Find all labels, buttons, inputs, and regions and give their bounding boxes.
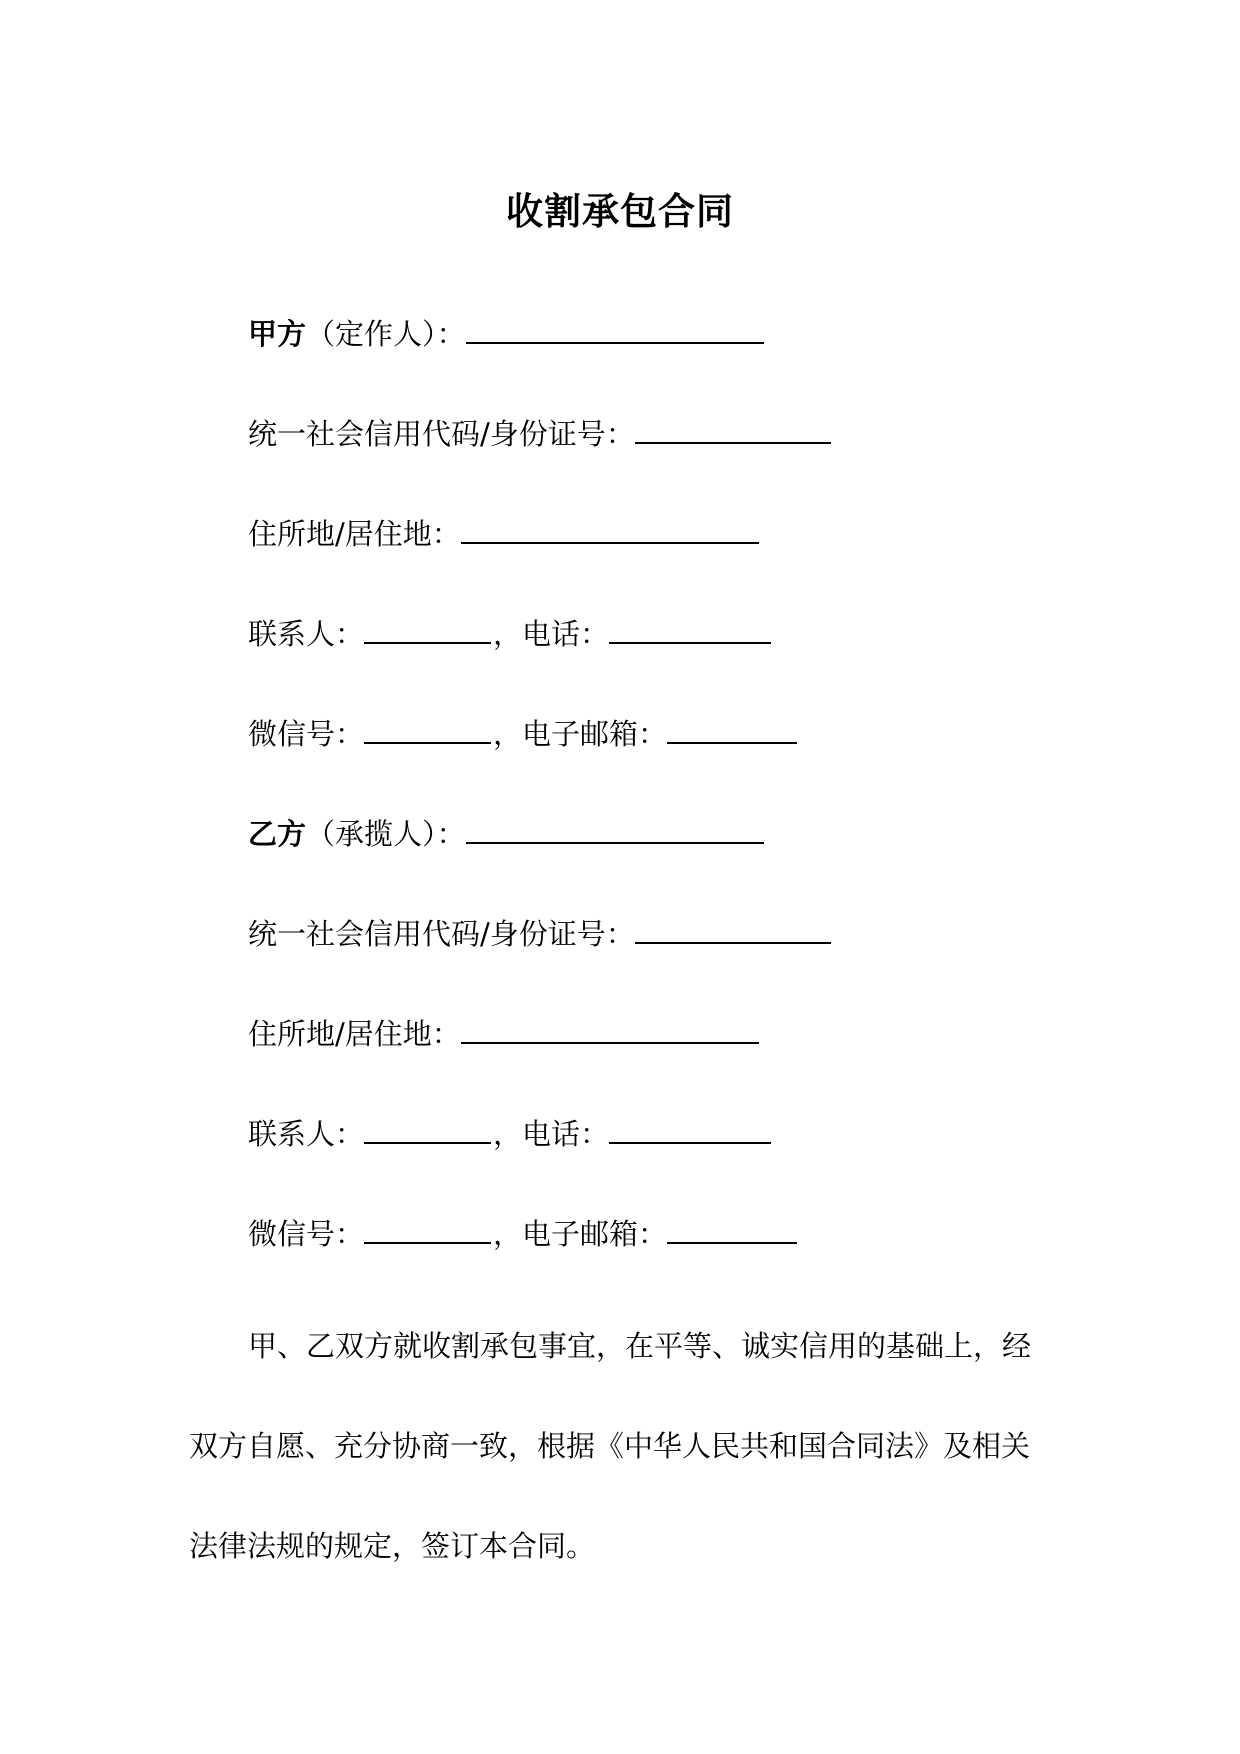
party-a-phone-blank[interactable] [609,612,771,644]
party-a-id-blank[interactable] [635,412,831,444]
party-a-name-blank[interactable] [466,312,764,344]
party-b-name-blank[interactable] [466,812,764,844]
party-a-wechat-blank[interactable] [364,712,491,744]
preamble-line-3: 法律法规的规定，签订本合同。 [189,1529,596,1563]
party-b-wechat-label: 微信号： [248,1217,365,1251]
party-b-id-label: 统一社会信用代码/身份证号： [248,917,635,951]
document-title: 收割承包合同 [506,190,734,233]
party-a-phone-label: ，电话： [493,617,610,651]
party-b-contact-blank[interactable] [364,1112,491,1144]
party-b-address-row [248,1012,761,1056]
party-b-wechat-row [248,1212,799,1256]
party-b-contact-row [248,1112,773,1156]
party-a-role: （定作人）： [306,317,466,351]
party-a-id-label: 统一社会信用代码/身份证号： [248,417,635,451]
party-a-contact-row [248,612,773,656]
party-a-email-label: ，电子邮箱： [493,717,668,751]
party-b-address-blank[interactable] [461,1012,759,1044]
party-a-name-row [248,312,766,356]
party-a-wechat-row [248,712,799,756]
party-b-label: 乙方 [248,817,307,851]
party-a-email-blank[interactable] [667,712,797,744]
party-b-phone-blank[interactable] [609,1112,771,1144]
party-b-contact-label: 联系人： [248,1117,365,1151]
party-a-address-row [248,512,761,556]
party-a-wechat-label: 微信号： [248,717,365,751]
preamble-paragraph [189,1296,1061,1596]
preamble-line-1: 甲、乙双方就收割承包事宜，在平等、诚实信用的基础上，经 [248,1329,1032,1363]
party-a-address-blank[interactable] [461,512,759,544]
party-b-phone-label: ，电话： [493,1117,610,1151]
party-b-address-label: 住所地/居住地： [248,1017,461,1051]
party-a-address-label: 住所地/居住地： [248,517,461,551]
party-b-email-blank[interactable] [667,1212,797,1244]
party-b-role: （承揽人）： [306,817,466,851]
party-a-contact-blank[interactable] [364,612,491,644]
party-a-contact-label: 联系人： [248,617,365,651]
party-b-wechat-blank[interactable] [364,1212,491,1244]
party-b-id-row [248,912,833,956]
party-b-email-label: ，电子邮箱： [493,1217,668,1251]
party-a-label: 甲方 [248,317,307,351]
party-b-name-row [248,812,766,856]
party-b-id-blank[interactable] [635,912,831,944]
party-a-id-row [248,412,833,456]
preamble-line-2: 双方自愿、充分协商一致，根据《中华人民共和国合同法》及相关 [189,1429,1031,1463]
